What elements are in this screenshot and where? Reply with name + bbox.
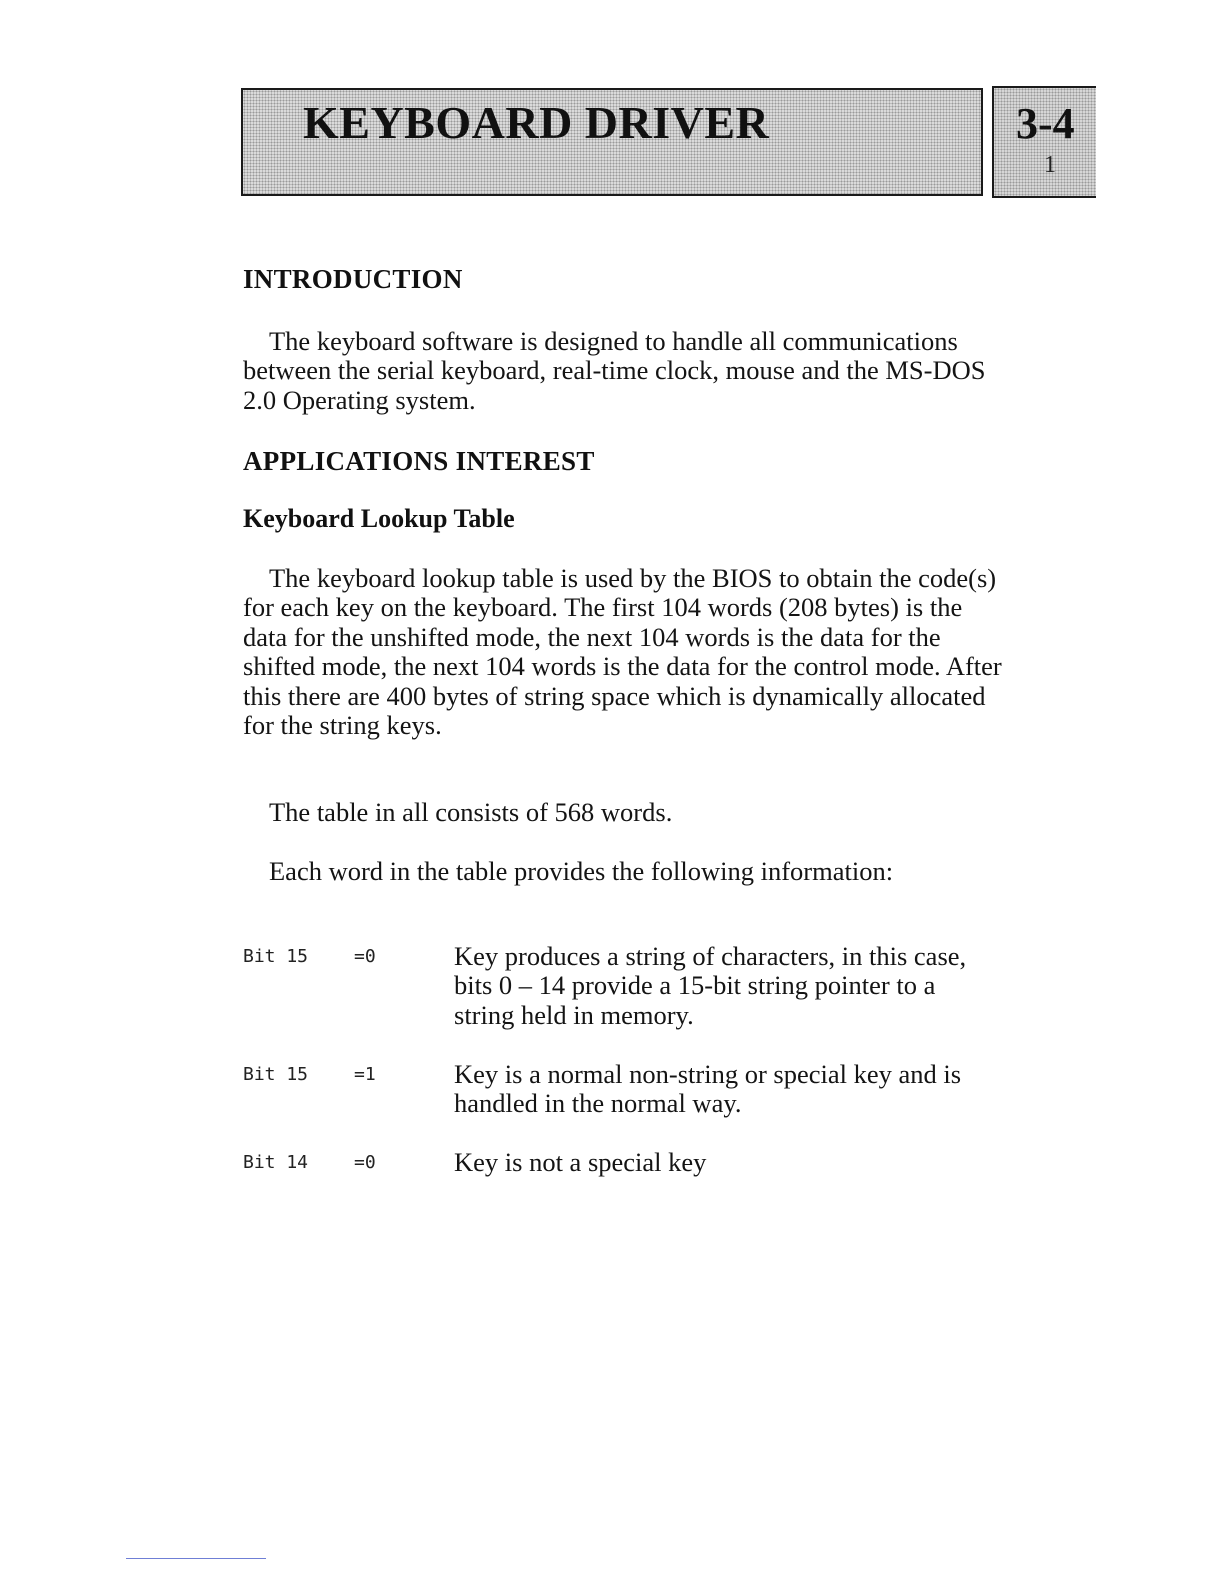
bit-label: Bit 14 bbox=[243, 1152, 309, 1173]
bit-value: =0 bbox=[354, 1152, 376, 1173]
bit-description: Key is not a special key bbox=[454, 1147, 707, 1177]
introduction-paragraph: The keyboard software is designed to handle all communications between the serial keyboard, real-time clock, mouse and the MS-DOS 2.0 Operating system. bbox=[243, 326, 986, 415]
title-banner bbox=[241, 88, 983, 196]
footnote-rule bbox=[126, 1558, 266, 1559]
bit-label: Bit 15 bbox=[243, 946, 309, 967]
chapter-number: 3-4 bbox=[1016, 99, 1075, 148]
table-size-paragraph: The table in all consists of 568 words. bbox=[269, 797, 673, 827]
bit-description: Key produces a string of characters, in this case, bits 0 – 14 provide a 15-bit string pointer to a string held in memory. bbox=[454, 941, 967, 1030]
word-info-paragraph: Each word in the table provides the following information: bbox=[269, 856, 894, 886]
chapter-tab bbox=[992, 86, 1096, 198]
page-title: KEYBOARD DRIVER bbox=[303, 97, 770, 148]
lookup-table-subheading: Keyboard Lookup Table bbox=[243, 504, 515, 533]
bit-label: Bit 15 bbox=[243, 1064, 309, 1085]
page-number: 1 bbox=[1044, 152, 1056, 178]
bit-value: =0 bbox=[354, 946, 376, 967]
introduction-heading: INTRODUCTION bbox=[243, 264, 463, 294]
bit-description: Key is a normal non-string or special key and is handled in the normal way. bbox=[454, 1059, 962, 1119]
applications-heading: APPLICATIONS INTEREST bbox=[243, 446, 595, 476]
lookup-table-paragraph: The keyboard lookup table is used by the BIOS to obtain the code(s) for each key on the keyboard. The first 104 words (208 bytes) is the data for the unshifted mode, the next 104 words is the data for the shifted mode, the next 104 words is the data for the control mode. After this there are 400 bytes of string space which is dynamically allocated for the string keys. bbox=[243, 563, 1002, 741]
bit-value: =1 bbox=[354, 1064, 376, 1085]
